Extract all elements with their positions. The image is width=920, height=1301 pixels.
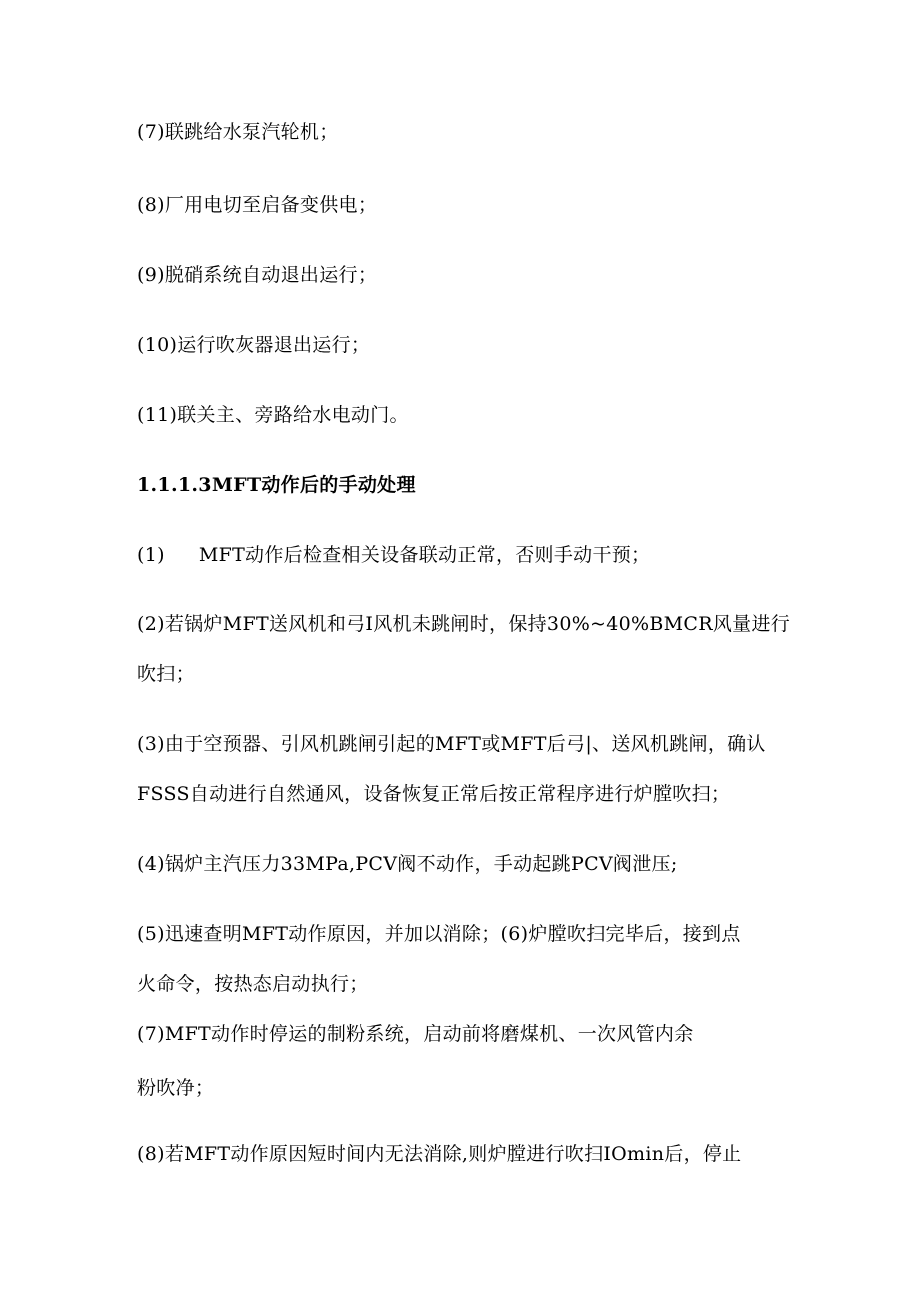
list-item-7: (7)联跳给水泵汽轮机； <box>137 121 339 143</box>
step-1-number: (1) <box>137 544 165 566</box>
list-item-8: (8)厂用电切至启备变供电； <box>137 194 378 216</box>
section-heading: 1.1.1.3MFT动作后的手动处理 <box>137 474 416 496</box>
step-2-line-1: (2)若锅炉MFT送风机和弓I风机未跳闸时，保持30%~40%BMCR风量进行 <box>137 613 791 635</box>
step-1 <box>137 543 650 567</box>
step-3-line-2: FSSS自动进行自然通风，设备恢复正常后按正常程序进行炉膛吹扫； <box>137 783 731 805</box>
step-4: (4)锅炉主汽压力33MPa,PCV阀不动作，手动起跳PCV阀泄压; <box>137 853 678 875</box>
list-item-10: (10)运行吹灰器退出运行； <box>137 334 371 356</box>
list-item-9: (9)脱硝系统自动退出运行； <box>137 264 378 286</box>
step-5-line-2: 火命令，按热态启动执行； <box>137 973 369 995</box>
step-1-text: MFT动作后检查相关设备联动正常，否则手动干预； <box>198 544 651 566</box>
step-2-line-2: 吹扫； <box>137 663 195 685</box>
list-item-11: (11)联关主、旁路给水电动门。 <box>137 404 409 426</box>
step-3-line-1: (3)由于空预器、引风机跳闸引起的MFT或MFT后弓|、送风机跳闸，确认 <box>137 733 766 755</box>
step-7-line-1: (7)MFT动作时停运的制粉系统，启动前将磨煤机、一次风管内余 <box>137 1023 694 1045</box>
step-8-line-1: (8)若MFT动作原因短时间内无法消除,则炉膛进行吹扫IOmin后，停止 <box>137 1143 742 1165</box>
step-5-line-1: (5)迅速查明MFT动作原因，并加以消除；(6)炉膛吹扫完毕后，接到点 <box>137 923 741 945</box>
step-7-line-2: 粉吹净； <box>137 1077 215 1099</box>
